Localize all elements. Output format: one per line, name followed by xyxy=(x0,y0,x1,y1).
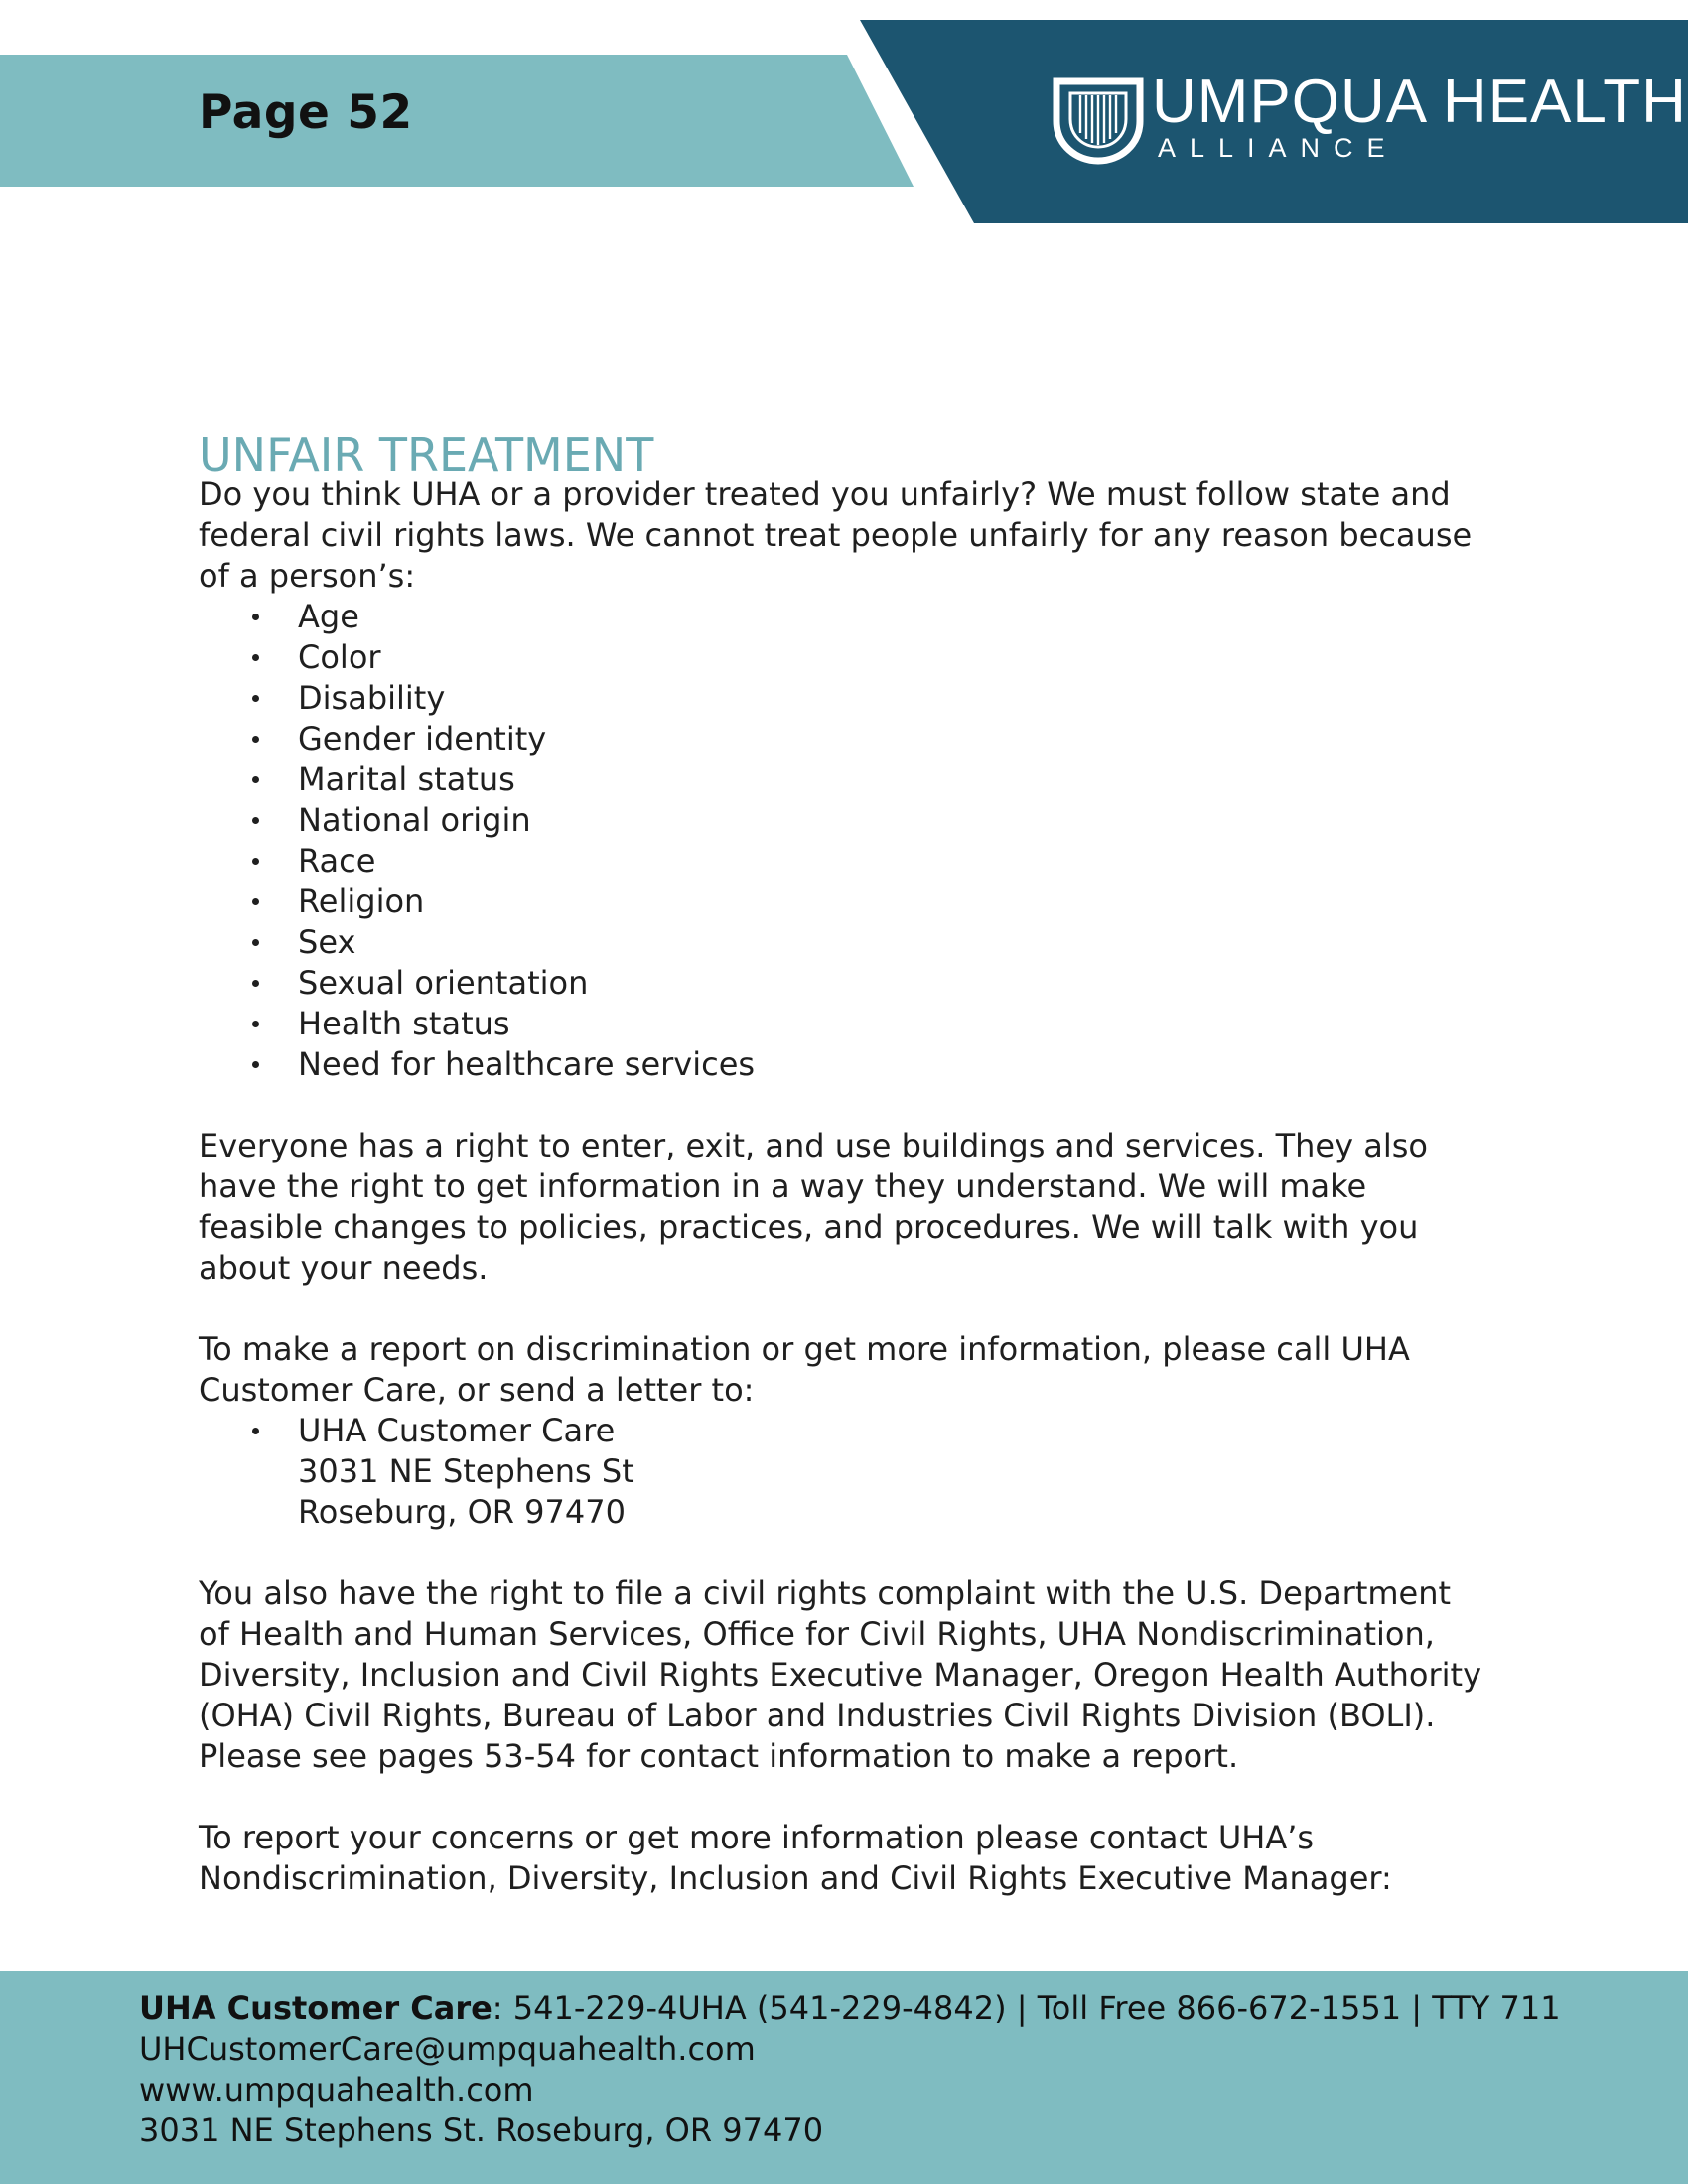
access-paragraph: Everyone has a right to enter, exit, and use buildings and services. They also have the right to get information in a way they understand. We will make feasible changes to policies, practices, and procedures. We will talk with you about your needs. xyxy=(199,1127,1428,1287)
footer-label: UHA Customer Care xyxy=(139,1989,492,2027)
logo-wordmark: UMPQUA HEALTH xyxy=(1152,68,1687,136)
list-item: Color xyxy=(248,637,1489,678)
document-body xyxy=(199,427,1489,1899)
logo-subtitle: ALLIANCE xyxy=(1158,133,1399,163)
footer-phone-line xyxy=(139,1988,1561,2029)
page-number: Page 52 xyxy=(199,85,413,140)
list-item: Health status xyxy=(248,1004,1489,1044)
list-item: Marital status xyxy=(248,759,1489,800)
footer-email[interactable]: UHCustomerCare@umpquahealth.com xyxy=(139,2030,756,2068)
address-line-city: Roseburg, OR 97470 xyxy=(298,1493,626,1531)
list-item: Gender identity xyxy=(248,719,1489,759)
mailing-address xyxy=(248,1411,1489,1533)
list-item: National origin xyxy=(248,800,1489,841)
footer-address: 3031 NE Stephens St. Roseburg, OR 97470 xyxy=(139,2112,824,2149)
list-item: Race xyxy=(248,841,1489,882)
list-item: Disability xyxy=(248,678,1489,719)
report-paragraph: To make a report on discrimination or get more information, please call UHA Customer Care, or send a letter to: xyxy=(199,1330,1410,1409)
concerns-paragraph: To report your concerns or get more information please contact UHA’s Nondiscrimination, Diversity, Inclusion and Civil Rights Executive Manager: xyxy=(199,1819,1392,1897)
list-item: Sex xyxy=(248,922,1489,963)
footer-website[interactable]: www.umpquahealth.com xyxy=(139,2071,534,2109)
reasons-list xyxy=(199,597,1489,1085)
footer-contact xyxy=(139,1988,1561,2151)
footer-bar xyxy=(0,1971,1688,2184)
complaint-paragraph: You also have the right to file a civil rights complaint with the U.S. Department of Health and Human Services, Office for Civil Rights, UHA Nondiscrimination, Diversity, Inclusion and Civil Rights Executive Manager, Oregon Health Authority (OHA) Civil Rights, Bureau of Labor and Industries Civil Rights Division (BOLI). Please see pages 53-54 for contact information to make a report. xyxy=(199,1574,1481,1775)
address-line-name: UHA Customer Care xyxy=(298,1412,616,1449)
intro-paragraph: Do you think UHA or a provider treated you unfairly? We must follow state and federal civil rights laws. We cannot treat people unfairly for any reason because of a person’s: xyxy=(199,476,1473,595)
section-heading: UNFAIR TREATMENT xyxy=(199,428,654,481)
address-line-street: 3031 NE Stephens St xyxy=(298,1452,634,1490)
header-band-light xyxy=(0,55,914,187)
umpqua-logo-icon xyxy=(1051,75,1146,165)
footer-phones: : 541-229-4UHA (541-229-4842) | Toll Free 866-672-1551 | TTY 711 xyxy=(492,1989,1561,2027)
address-list xyxy=(199,1411,1489,1533)
list-item: Age xyxy=(248,597,1489,637)
list-item: Religion xyxy=(248,882,1489,922)
list-item: Need for healthcare services xyxy=(248,1044,1489,1085)
list-item: Sexual orientation xyxy=(248,963,1489,1004)
